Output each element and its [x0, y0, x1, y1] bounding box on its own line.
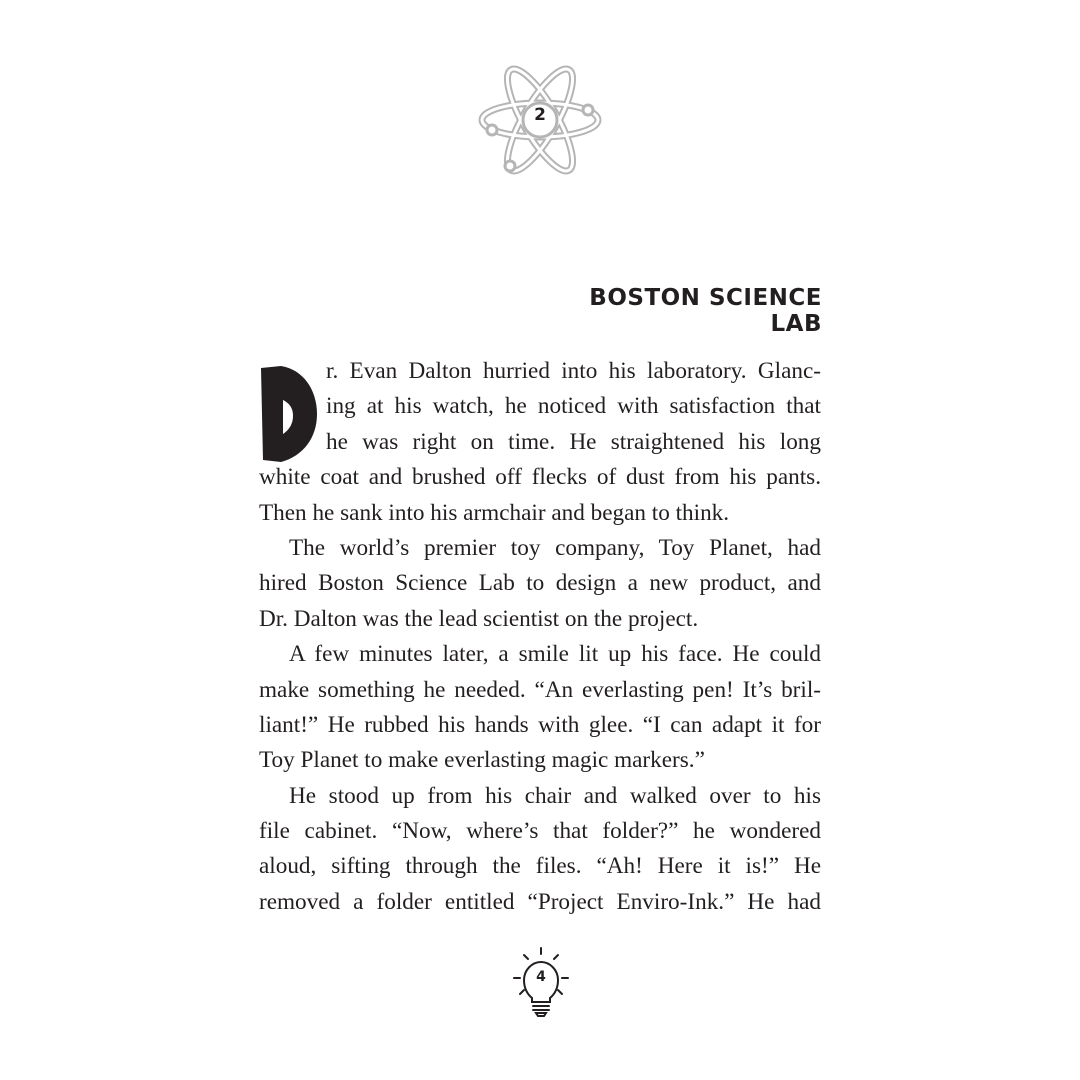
chapter-body	[259, 354, 821, 920]
paragraph-line: liant!” He rubbed his hands with glee. “I can adapt it for	[259, 711, 821, 738]
chapter-number: 2	[534, 105, 546, 125]
paragraph-line: Then he sank into his armchair and began to think.	[259, 499, 730, 526]
paragraph-line: white coat and brushed off flecks of dust from his pants.	[259, 464, 821, 491]
paragraph-line: Toy Planet to make everlasting magic markers.”	[259, 747, 705, 774]
page-number: 4	[536, 969, 546, 985]
paragraph-line: file cabinet. “Now, where’s that folder?” he wondered	[259, 818, 821, 845]
paragraph-line: A few minutes later, a smile lit up his face. He could	[289, 641, 821, 668]
paragraph-line: removed a folder entitled “Project Enviro-Ink.” He had	[259, 888, 821, 915]
paragraph-line: The world’s premier toy company, Toy Planet, had	[289, 534, 821, 561]
paragraph-line: Dr. Dalton was the lead scientist on the project.	[259, 605, 699, 632]
paragraph-line: he was right on time. He straightened his long	[326, 428, 821, 455]
paragraph-line: hired Boston Science Lab to design a new product, and	[259, 570, 821, 597]
paragraph-line: He stood up from his chair and walked over to his	[289, 782, 821, 809]
drop-cap	[259, 364, 319, 464]
paragraph-line: r. Evan Dalton hurried into his laboratory. Glanc-	[326, 358, 821, 384]
paragraph-line: ing at his watch, he noticed with satisfaction that	[326, 393, 821, 420]
paragraph-line: aloud, sifting through the files. “Ah! Here it is!” He	[259, 853, 821, 880]
paragraph-line: make something he needed. “An everlasting pen! It’s bril-	[259, 676, 821, 703]
chapter-title: BOSTON SCIENCE LAB	[589, 285, 822, 337]
